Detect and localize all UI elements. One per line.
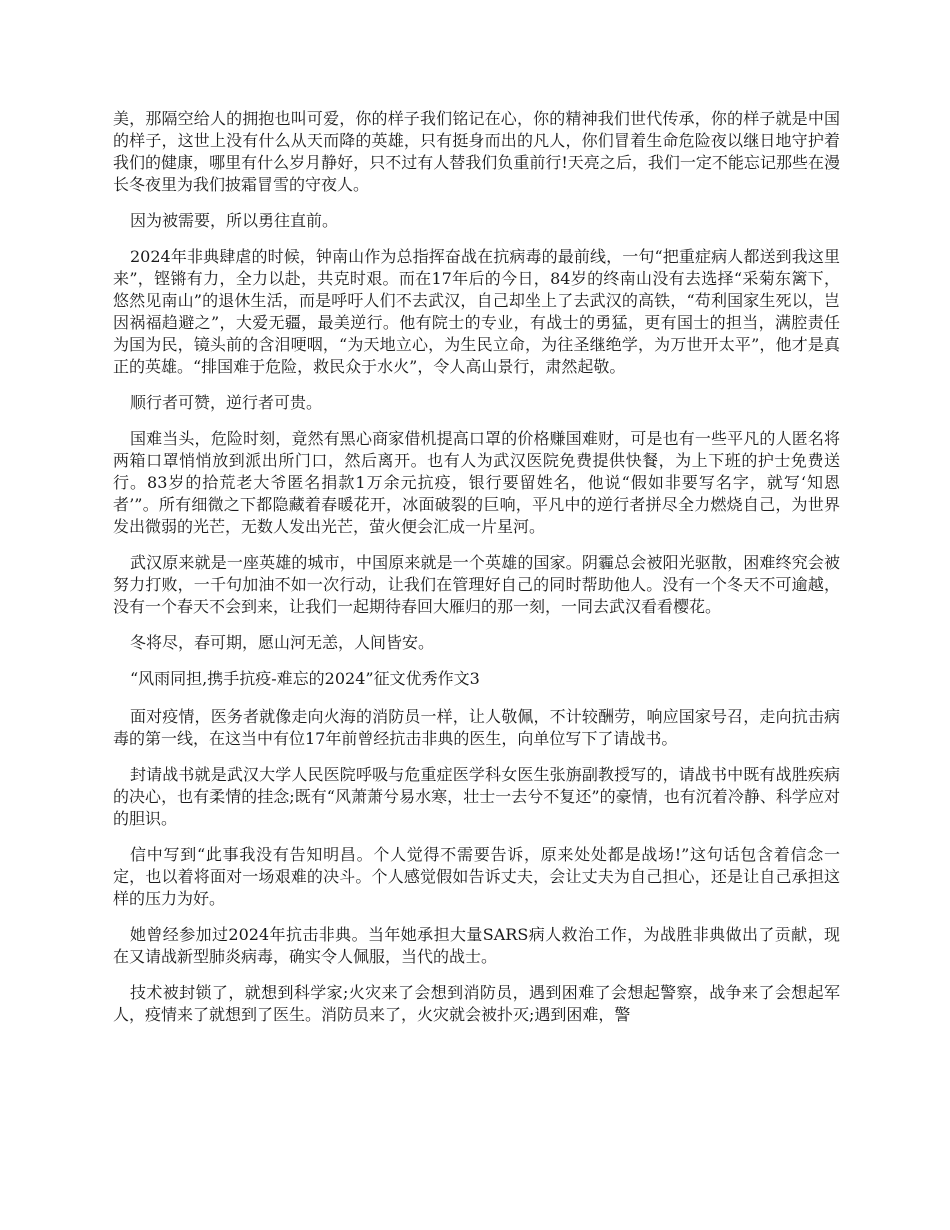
paragraph-letter-quote: 信中写到“此事我没有告知明昌。个人觉得不需要告诉，原来处处都是战场!”这句话包含着信念一定，也以着将面对一场艰难的决斗。个人感觉假如告诉丈夫，会让丈夫为自己担心，还是让自己承担这样的压力为好。 (113, 845, 840, 908)
paragraph-retrograde: 顺行者可赞，逆行者可贵。 (130, 393, 323, 412)
paragraph-brave-forward: 因为被需要，所以勇往直前。 (130, 211, 339, 230)
paragraph-who-to-think-of: 技术被封锁了，就想到科学家;火灾来了会想到消防员，遇到困难了会想起警察，战争来了会想起军人，疫情来了就想到了医生。消防员来了，火灾就会被扑灭;遇到困难，警 (113, 983, 840, 1024)
paragraph-zhong-nanshan: 2024年非典肆虐的时候，钟南山作为总指挥奋战在抗病毒的最前线，一句“把重症病人都送到我这里来”，铿锵有力，全力以赴，共克时艰。而在17年后的今日，84岁的终南山没有去选择“采菊东篱下，悠然见南山”的退休生活，而是呼吁人们不去武汉，自己却坐上了去武汉的高铁，“苟利国家生死以，岂因祸福趋避之”，大爱无疆，最美逆行。他有院士的专业，有战士的勇猛，更有国士的担当，满腔责任为国为民，镜头前的含泪哽咽，“为天地立心，为生民立命，为往圣继绝学，为万世开太平”，他才是真正的英雄。“排国难于危险，救民众于水火”，令人高山景行，肃然起敬。 (113, 247, 840, 376)
paragraph-medical-workers: 面对疫情，医务者就像走向火海的消防员一样，让人敬佩，不计较酬劳，响应国家号召，走向抗击病毒的第一线，在这当中有位17年前曾经抗击非典的医生，向单位写下了请战书。 (113, 707, 840, 748)
paragraph-wuhan-hero-city: 武汉原来就是一座英雄的城市，中国原来就是一个英雄的国家。阴霾总会被阳光驱散，困难终究会被努力打败，一千句加油不如一次行动，让我们在管理好自己的同时帮助他人。没有一个冬天不可逾越，没有一个春天不会到来，让我们一起期待春回大雁归的那一刻，一同去武汉看看樱花。 (113, 553, 840, 616)
document-page (113, 108, 840, 1040)
paragraph-petition-letter: 封请战书就是武汉大学人民医院呼吸与危重症医学科女医生张旃副教授写的，请战书中既有战胜疾病的决心，也有柔情的挂念;既有“风萧萧兮易水寒，壮士一去兮不复还”的豪情，也有沉着冷静、科学应对的胆识。 (113, 765, 840, 828)
paragraph-ordinary-heroes: 国难当头，危险时刻，竟然有黑心商家借机提高口罩的价格赚国难财，可是也有一些平凡的人匿名将两箱口罩悄悄放到派出所门口，然后离开。也有人为武汉医院免费提供快餐，为上下班的护士免费送行。83岁的拾荒老大爷匿名捐款1万余元抗疫，银行要留姓名，他说“假如非要写名字，就写‘知恩者’”。所有细微之下都隐藏着春暖花开，冰面破裂的巨响，平凡中的逆行者拼尽全力燃烧自己，为世界发出微弱的光芒，无数人发出光芒，萤火便会汇成一片星河。 (113, 429, 840, 536)
paragraph-sars-experience: 她曾经参加过2024年抗击非典。当年她承担大量SARS病人救治工作，为战胜非典做出了贡献，现在又请战新型肺炎病毒，确实令人佩服，当代的战士。 (113, 925, 840, 966)
paragraph-continued-intro: 美，那隔空给人的拥抱也叫可爱，你的样子我们铭记在心，你的精神我们世代传承，你的样子就是中国的样子，这世上没有什么从天而降的英雄，只有挺身而出的凡人，你们冒着生命危险夜以继日地守护着我们的健康，哪里有什么岁月静好，只不过有人替我们负重前行!天亮之后，我们一定不能忘记那些在漫长冬夜里为我们披霜冒雪的守夜人。 (113, 109, 840, 194)
essay-section-heading: “风雨同担,携手抗疫-难忘的2024”征文优秀作文3 (130, 669, 480, 688)
paragraph-winter-ends: 冬将尽，春可期，愿山河无恙，人间皆安。 (130, 633, 435, 652)
